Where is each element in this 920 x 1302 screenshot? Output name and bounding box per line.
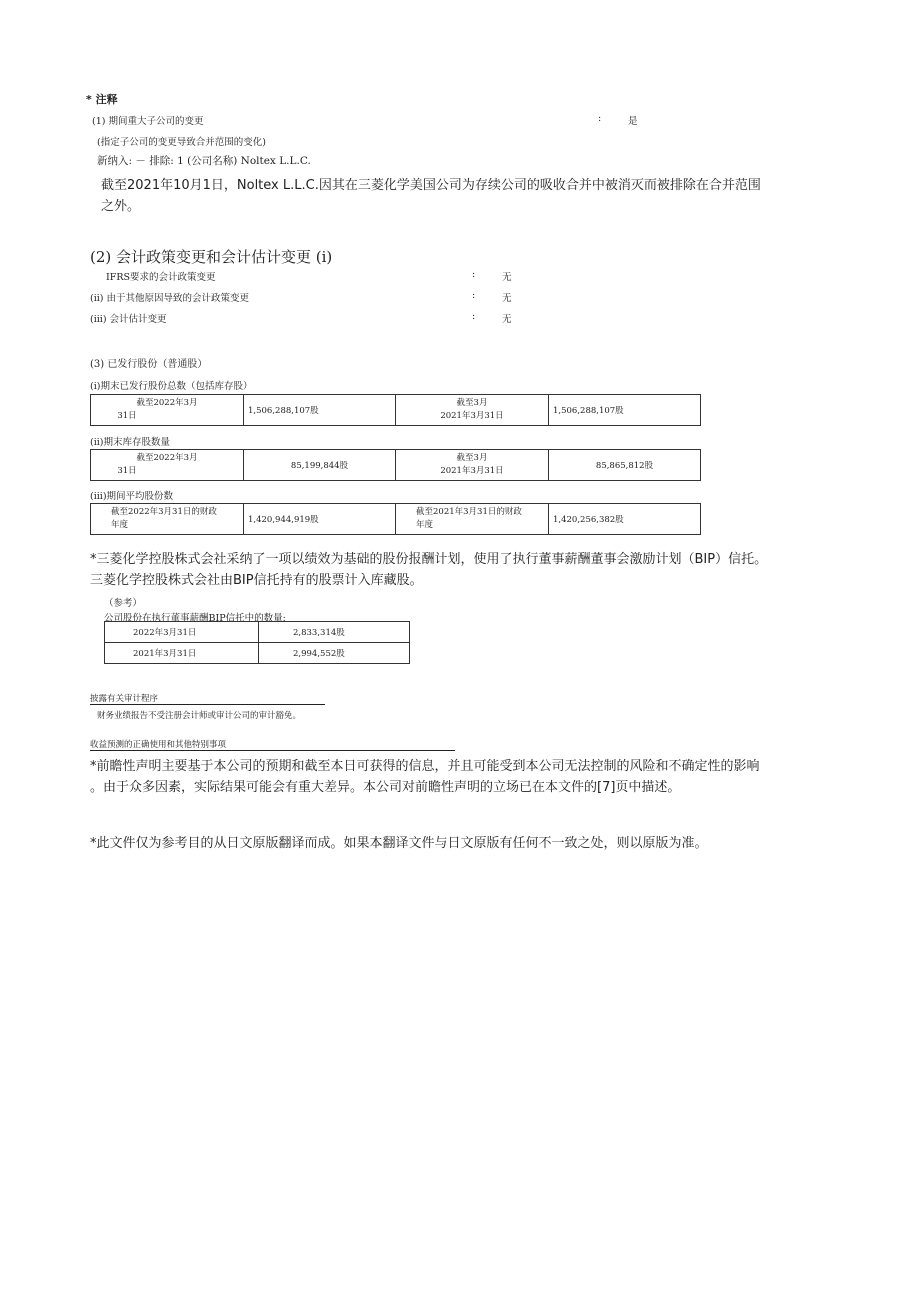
table1-cell-a-date [91,395,244,426]
table1-a-line1: 截至2022年3月 [136,398,198,408]
table1-b-line2: 2021年3月31日 [440,411,504,421]
table2-a-line1: 截至2022年3月 [136,453,198,463]
note2-item-1-label: IFRS要求的会计政策变更 [106,272,216,283]
note2-item-2-colon: : [472,290,476,301]
reference-caption: 公司股份在执行董事薪酬BIP信托中的数量: [104,613,286,624]
table1-cell-b-value: 1,506,288,107股 [549,395,701,426]
note2-item-2-value: 无 [502,293,512,304]
table2-b-line2: 2021年3月31日 [440,466,504,476]
bip-row-2-value: 2,994,552股 [259,643,410,664]
table1-caption: (i)期末已发行股份总数（包括库存股） [90,381,253,392]
table3-cell-b-date [396,504,549,535]
audit-text: 财务业绩报告不受注册会计师或审计公司的审计豁免。 [97,711,302,721]
notes-title: * 注释 [86,93,118,106]
note1-para-line2: 之外。 [101,199,141,214]
note1-label: (1) 期间重大子公司的变更 [92,116,204,127]
forecast-line1: *前瞻性声明主要基于本公司的预期和截至本日可获得的信息，并且可能受到本公司无法控制的风险和不确定性的影响 [90,759,760,774]
note1-sub: (指定子公司的变更导致合并范围的变化) [97,137,266,148]
table2-cell-a-value: 85,199,844股 [244,450,396,481]
table3-cell-a-value: 1,420,944,919股 [244,504,396,535]
bip-row-2-date: 2021年3月31日 [105,643,259,664]
table3-a-line2: 年度 [111,520,129,530]
table-row [105,643,410,664]
table2-cell-a-date [91,450,244,481]
note2-item-3-label: (iii) 会计估计变更 [90,314,167,325]
bip-row-1-date: 2022年3月31日 [105,622,259,643]
table-bip-trust-shares [104,621,410,664]
table1-b-line1: 截至3月 [456,398,488,408]
note1-colon: : [598,113,602,124]
table3-cell-b-value: 1,420,256,382股 [549,504,701,535]
table3-b-line1: 截至2021年3月31日的财政 [416,507,522,517]
table2-cell-b-date [396,450,549,481]
note2-item-1-colon: : [472,269,476,280]
note2-item-3-colon: : [472,311,476,322]
forecast-heading: 收益预测的正确使用和其他特别事项 [90,738,455,751]
note1-value: 是 [628,116,638,127]
audit-heading: 披露有关审计程序 [90,692,325,705]
table2-cell-b-value: 85,865,812股 [549,450,701,481]
table1-a-line2: 31日 [117,411,137,421]
table-issued-shares [90,394,701,426]
note2-item-1-value: 无 [502,272,512,283]
translation-disclaimer: *此文件仅为参考目的从日文原版翻译而成。如果本翻译文件与日文原版有任何不一致之处，则以原版为准。 [90,836,708,851]
table2-caption: (ii)期末库存股数量 [90,437,170,448]
forecast-line2: 。由于众多因素，实际结果可能会有重大差异。本公司对前瞻性声明的立场已在本文件的[7]页中描述。 [90,780,681,795]
table1-cell-b-date [396,395,549,426]
note1-new-line: 新纳入: － 排除: 1 (公司名称) Noltex L.L.C. [97,155,311,167]
bip-note-line2: 三菱化学控股株式会社由BIP信托持有的股票计入库藏股。 [90,573,423,588]
bip-row-1-value: 2,833,314股 [259,622,410,643]
reference-title: （参考） [104,598,143,609]
note1-para-line1: 截至2021年10月1日，Noltex L.L.C.因其在三菱化学美国公司为存续公司的吸收合并中被消灭而被排除在合并范围 [101,178,761,193]
note3-title: (3) 已发行股份（普通股） [90,359,208,370]
table-treasury-shares [90,449,701,481]
table3-b-line2: 年度 [416,520,434,530]
table3-a-line1: 截至2022年3月31日的财政 [111,507,217,517]
bip-note-line1: *三菱化学控股株式会社采纳了一项以绩效为基础的股份报酬计划，使用了执行董事薪酬董事会激励计划（BIP）信托。 [90,552,768,567]
table-row [105,622,410,643]
table2-b-line1: 截至3月 [456,453,488,463]
table2-a-line2: 31日 [117,466,137,476]
note2-item-3-value: 无 [502,314,512,325]
note2-title: (2) 会计政策变更和会计估计变更 (i) [90,248,333,266]
note2-item-2-label: (ii) 由于其他原因导致的会计政策变更 [90,293,250,304]
table3-cell-a-date [91,504,244,535]
table1-cell-a-value: 1,506,288,107股 [244,395,396,426]
table-average-shares [90,503,701,535]
table3-caption: (iii)期间平均股份数 [90,491,174,502]
